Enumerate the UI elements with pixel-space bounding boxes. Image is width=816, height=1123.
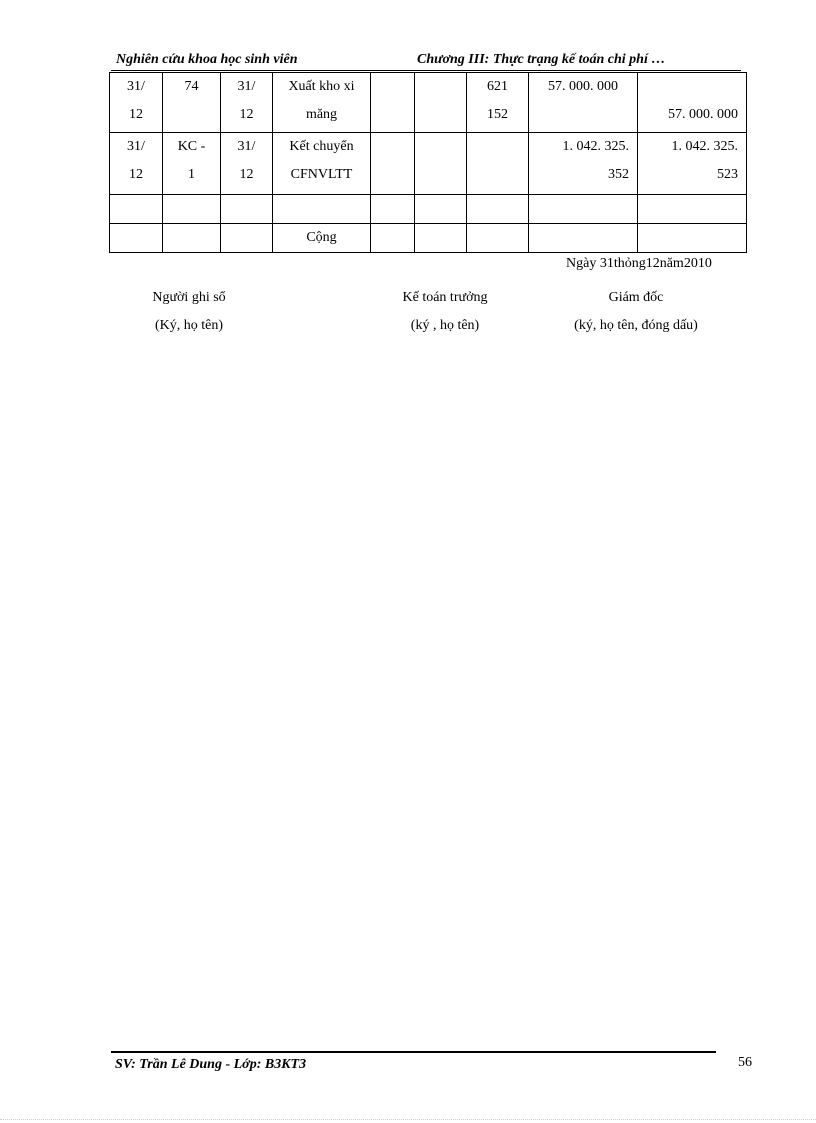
signature-note: (ký, họ tên, đóng dấu) xyxy=(574,318,698,333)
table-cell xyxy=(529,133,638,195)
signature-note: (ký , họ tên) xyxy=(410,318,480,333)
table-cell xyxy=(415,73,467,133)
table-row xyxy=(110,224,747,253)
signature-block-director xyxy=(548,284,724,340)
total-label-cell xyxy=(273,224,371,253)
cell-line: CFNVLTT xyxy=(290,167,353,182)
page-header xyxy=(111,50,741,71)
signature-block-chief-accountant xyxy=(380,284,510,340)
cell-line: 12 xyxy=(239,167,254,182)
cell-line: 621 xyxy=(487,79,508,94)
table-row xyxy=(110,73,747,133)
header-left-title: Nghiên cứu khoa học sinh viên xyxy=(116,52,298,67)
cell-line xyxy=(638,73,746,101)
table-cell xyxy=(221,73,273,133)
cell-line: Xuất kho xi xyxy=(288,79,355,94)
page-number: 56 xyxy=(738,1055,752,1070)
table-cell xyxy=(110,133,163,195)
date-line: Ngày 31thỏng12năm2010 xyxy=(566,256,712,271)
cell-line: 1. 042. 325. xyxy=(671,139,738,154)
cell-line: 31/ xyxy=(127,139,145,154)
footer-student: SV: Trần Lê Dung - Lớp: B3KT3 xyxy=(115,1057,307,1072)
table-cell xyxy=(467,73,529,133)
page-bottom-border xyxy=(0,1119,816,1120)
cell-line: 57. 000. 000 xyxy=(548,79,618,94)
cell-line: 31/ xyxy=(127,79,145,94)
signature-title: Người ghi sổ xyxy=(152,290,226,305)
table-cell xyxy=(163,133,221,195)
table-cell xyxy=(467,133,529,195)
signature-title: Kế toán trưởng xyxy=(402,290,488,305)
table-cell xyxy=(273,133,371,195)
table-cell xyxy=(163,73,221,133)
cell-line: KC - xyxy=(177,139,206,154)
cell-line: măng xyxy=(305,107,338,122)
signature-block-recorder xyxy=(126,284,252,340)
table-cell xyxy=(371,73,415,133)
cell-line: 12 xyxy=(239,107,254,122)
cell-line: 57. 000. 000 xyxy=(668,107,738,122)
cell-line: 152 xyxy=(487,107,508,122)
footer-divider xyxy=(111,1051,716,1053)
signature-title: Giám đốc xyxy=(608,290,664,305)
header-right-title: Chương III: Thực trạng kế toán chi phí … xyxy=(417,52,666,67)
cell-line: 31/ xyxy=(237,79,256,94)
table-cell xyxy=(273,73,371,133)
table-row xyxy=(110,133,747,195)
table-cell xyxy=(638,73,747,133)
cell-line: 74 xyxy=(184,79,199,94)
cell-line: 1. 042. 325. xyxy=(562,139,629,154)
table-cell xyxy=(415,133,467,195)
cell-line: 1 xyxy=(188,167,195,182)
table-cell xyxy=(110,73,163,133)
cell-line: 523 xyxy=(717,167,738,182)
table-row xyxy=(110,195,747,224)
table-cell xyxy=(529,73,638,133)
total-label: Cộng xyxy=(306,230,337,245)
table-cell xyxy=(221,133,273,195)
table-cell xyxy=(371,133,415,195)
cell-line: Kết chuyển xyxy=(289,139,354,154)
cell-line: 31/ xyxy=(237,139,256,154)
ledger-table xyxy=(109,72,747,253)
table-cell xyxy=(638,133,747,195)
signature-note: (Ký, họ tên) xyxy=(154,318,224,333)
cell-line: 352 xyxy=(608,167,629,182)
cell-line: 12 xyxy=(129,167,143,182)
cell-line: 12 xyxy=(129,107,143,122)
